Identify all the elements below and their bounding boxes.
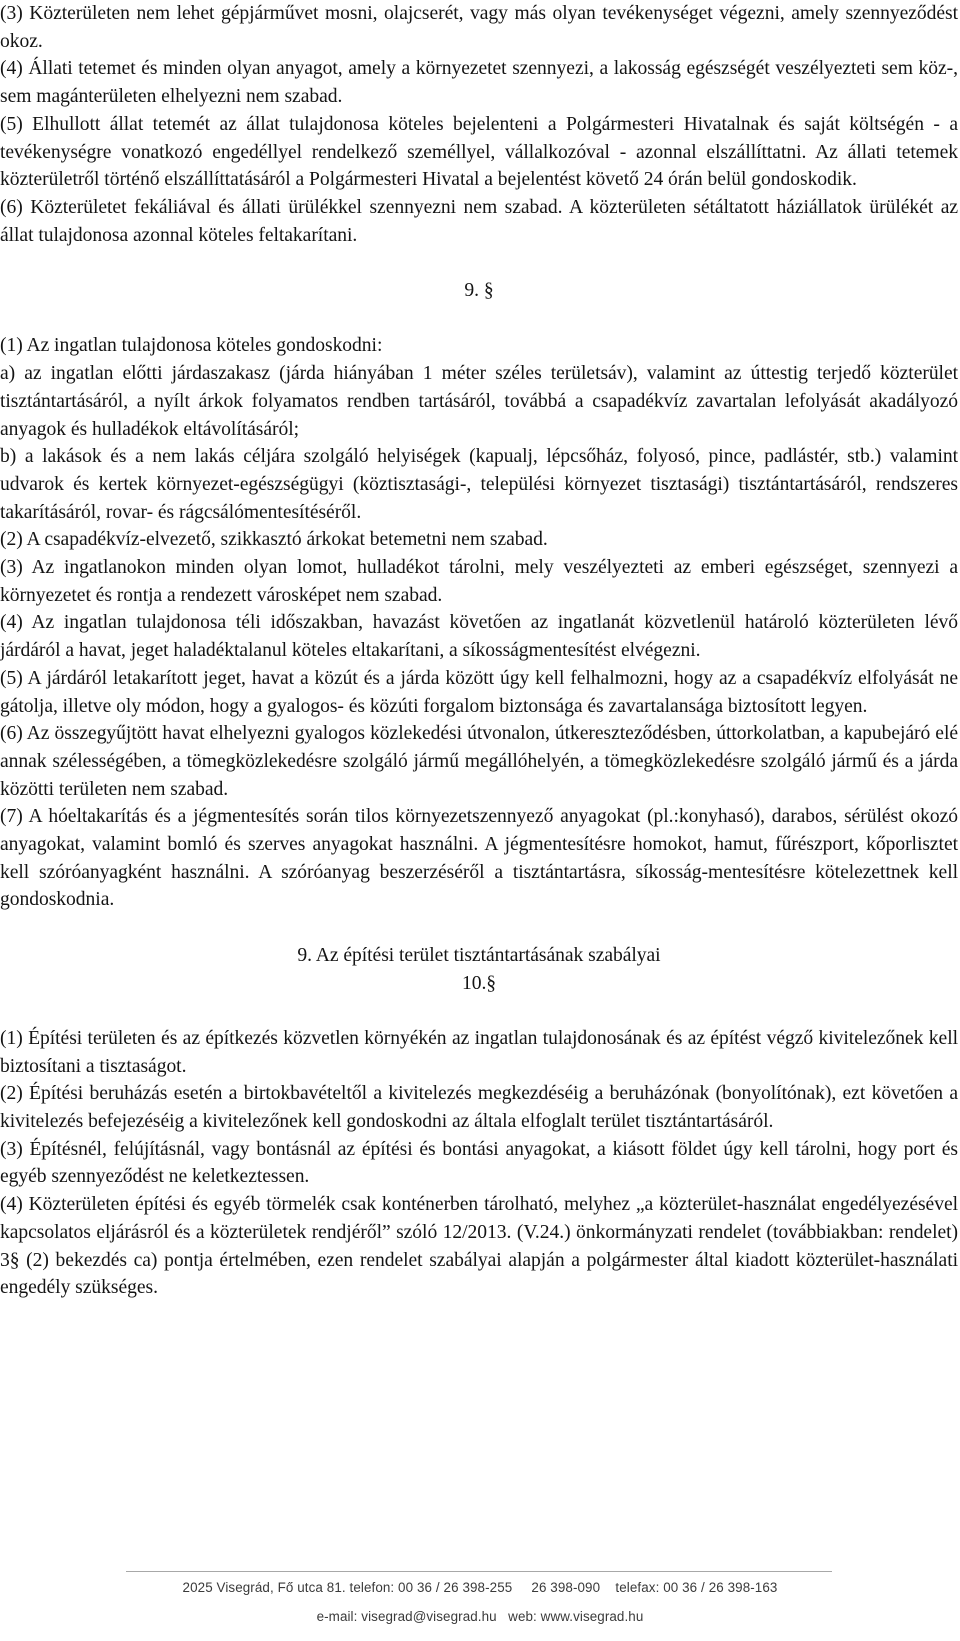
footer-contact: e-mail: visegrad@visegrad.hu web: www.visegrad.hu (316, 1609, 644, 1624)
paragraph-8-3: (3) Közterületen nem lehet gépjárművet mosni, olajcserét, vagy más olyan tevékenységet végezni, amely szennyeződést okoz. (0, 3, 958, 52)
paragraph-9-7: (7) A hóeltakarítás és a jégmentesítés során tilos környezetszennyező anyagokat (pl.:konyhasó), darabos, sérülést okozó anyagokat, valamint bomló és szerves anyagokat használni. A jégmentesítésre homokot, hamut, fűrészport, kőporlisztet kell szóróanyagként használni. A szóróanyag beszerzéséről a tisztántartásra, síkosság-mentesítésre kötelezettnek kell gondoskodnia. (0, 806, 958, 911)
section-9-title: 9. § (464, 280, 494, 302)
paragraph-10-4: (4) Közterületen építési és egyéb törmelék csak konténerben tárolható, melyhez „a közterület-használat engedélyezésével kapcsolatos eljárásról és a közterületek rendjéről” szóló 12/2013. (V.24.) önkormányzati rendelet (továbbiakban: rendelet) 3§ (2) bekezdés ca) pontja értelmében, ezen rendelet szabályai alapján a polgármester által kiadott közterület-használati engedély szükséges. (0, 1194, 958, 1299)
paragraph-10-2: (2) Építési beruházás esetén a birtokbavételtől a kivitelezés megkezdéséig a beruházónak (bonyolítónak), ezt követően a kivitelezés befejezéséig a kivitelezőnek kell gondoskodni az általa elfoglalt terület tisztántartásáról. (0, 1083, 958, 1133)
paragraph-9-3: (3) Az ingatlanokon minden olyan lomot, hulladékot tárolni, mely veszélyezteti az emberi egészséget, szennyezi a környezetet és rontja a rendezett városképet nem szabad. (0, 557, 958, 606)
paragraph-10-3: (3) Építésnél, felújításnál, vagy bontásnál az építési és bontási anyagokat, a kiásott földet úgy kell tárolni, hogy port és egyéb szennyeződést ne keletkeztessen. (0, 1138, 958, 1188)
paragraph-8-6: (6) Közterületet fekáliával és állati ürülékkel szennyezni nem szabad. A közterületen sétáltatott háziállatok ürülékét az állat tulajdonosa azonnal köteles feltakarítani. (0, 196, 958, 246)
spacer (0, 997, 958, 1025)
paragraph-9-2: (2) A csapadékvíz-elvezető, szikkasztó árkokat betemetni nem szabad. (0, 529, 548, 551)
spacer (0, 305, 958, 333)
paragraph-9-1a: a) az ingatlan előtti járdaszakasz (járda hiányában 1 méter széles területsáv), valamint az úttestig terjedő közterület tisztántartásáról, a nyílt árkok folyamatos rendben tartásáról, továbbá a csapadékvíz zavartalan lefolyását akadályozó anyagok és hulladékok eltávolításáról; (0, 363, 958, 440)
footer-address: 2025 Visegrád, Fő utca 81. telefon: 00 36 / 26 398-255 26 398-090 telefax: 00 36 / 26 398-163 (182, 1580, 778, 1595)
section-10-title: 10.§ (461, 972, 497, 994)
paragraph-9-4: (4) Az ingatlan tulajdonosa téli időszakban, havazást követően az ingatlanát közvetlenül határoló közterületen lévő járdáról a havat, jeget haladéktalanul köteles eltakarítani, a síkosságmentesítést elvégezni. (0, 612, 958, 662)
paragraph-9-6: (6) Az összegyűjtött havat elhelyezni gyalogos közlekedési útvonalon, útkereszteződésben, úttorkolatban, a kapubejáró elé annak szélességében, a tömegközlekedésre szolgáló jármű megállóhelyén, a tömegközlekedésre szolgáló jármű és a járda közötti területen nem szabad. (0, 723, 958, 800)
footer-divider (126, 1571, 832, 1572)
spacer (0, 914, 958, 942)
paragraph-8-5: (5) Elhullott állat tetemét az állat tulajdonosa köteles bejelenteni a Polgármesteri Hivatalnak és saját költségén - a tevékenységre vonatkozó engedéllyel rendelkező személlyel, vállalkozóval - azonnal elszállíttatni. Az állati tetemek közterületről történő elszállíttatásáról a Polgármesteri Hivatal a bejelentést követő 24 órán belül gondoskodik. (0, 113, 958, 191)
chapter-9-title: 9. Az építési terület tisztántartásának szabályai (297, 944, 661, 966)
paragraph-10-1: (1) Építési területen és az építkezés közvetlen környékén az ingatlan tulajdonosának és az építést végző kivitelezőnek kell biztosítani a tisztaságot. (0, 1027, 958, 1077)
spacer (0, 249, 958, 277)
paragraph-9-5: (5) A járdáról letakarított jeget, havat a közút és a járda között úgy kell felhalmozni, hogy az a csapadékvíz elfolyását ne gátolja, illetve oly módon, hogy a gyalogos- és közúti forgalom biztonsága és zavartalansága biztosított legyen. (0, 667, 958, 717)
paragraph-9-1b: b) a lakások és a nem lakás céljára szolgáló helyiségek (kapualj, lépcsőház, folyosó, pince, padlástér, stb.) valamint udvarok és kertek környezet-egészségügyi (köztisztasági-, települési környezet tisztasági) tisztántartásáról, rendszeres takarításáról, rovar- és rágcsálómentesítéséről. (0, 446, 958, 523)
paragraph-8-4: (4) Állati tetemet és minden olyan anyagot, amely a környezetet szennyezi, a lakosság egészségét veszélyezteti sem köz-, sem magánterületen elhelyezni nem szabad. (0, 58, 958, 108)
paragraph-9-1: (1) Az ingatlan tulajdonosa köteles gondoskodni: (0, 335, 383, 357)
